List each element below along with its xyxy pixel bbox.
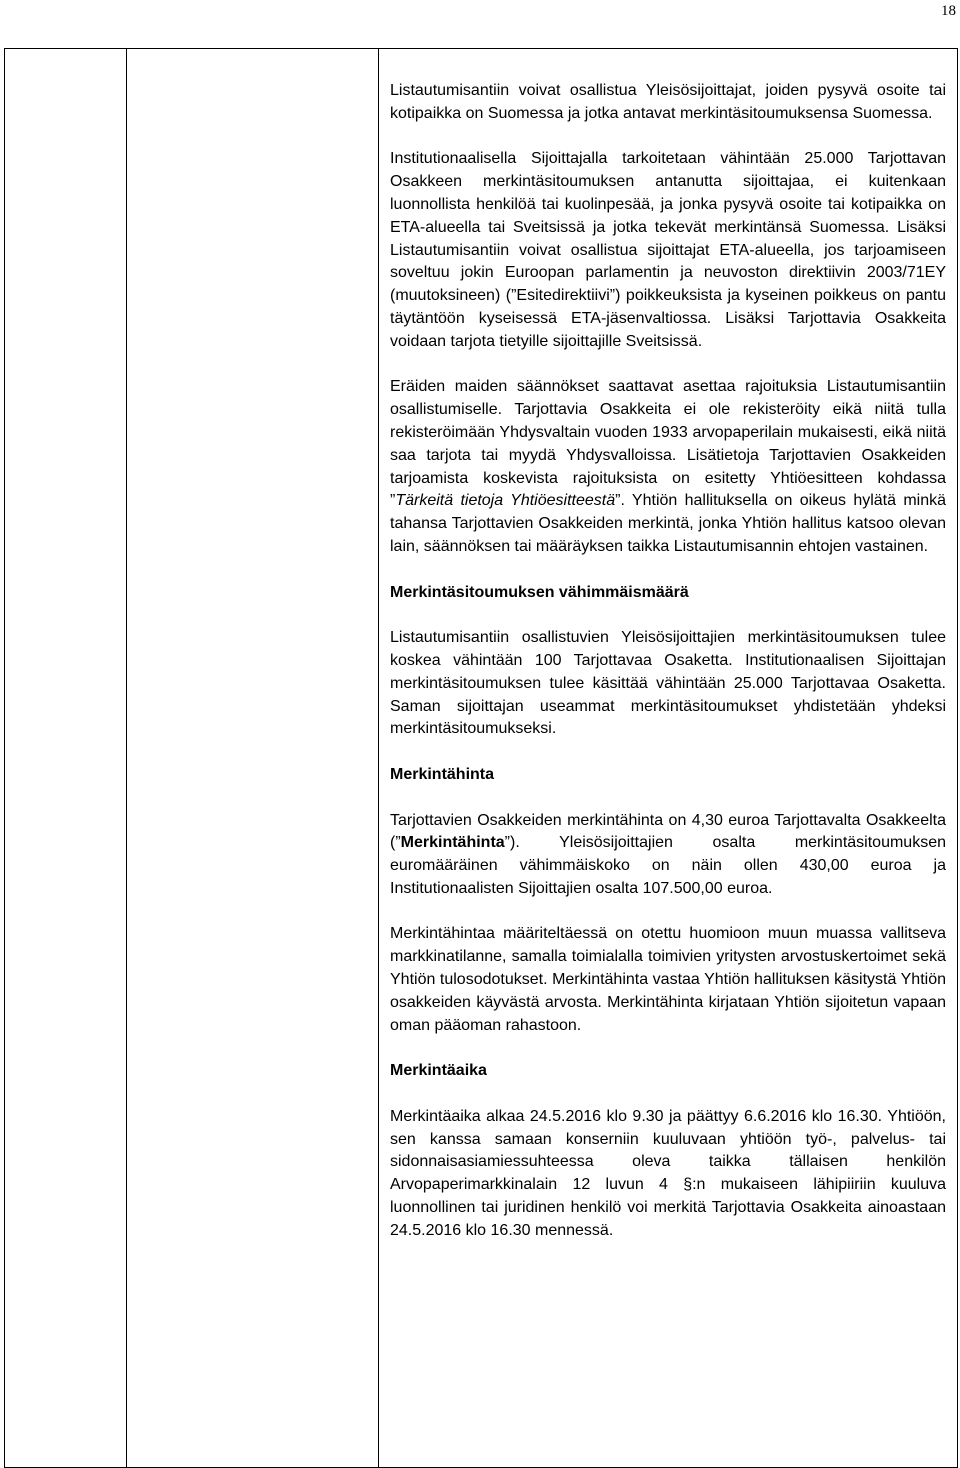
paragraph-text: ”). Yleisösijoittajien osalta merkintäsitoumuksen euromääräinen vähimmäiskoko on näin ollen 430,00 euroa ja Institutionaalisten Sijoittajien osalta 107.500,00 euroa. <box>390 834 946 897</box>
heading-minimum-subscription: Merkintäsitoumuksen vähimmäismäärä <box>390 583 689 601</box>
document-content <box>390 80 946 1243</box>
paragraph-text: ”. Yhtiön hallituksella on oikeus hylätä minkä tahansa Tarjottavien Osakkeiden merkintä, jonka Yhtiön hallitus katsoo olevan lain, säännöksen tai määräyksen taikka Listautumisannin ehtojen vastainen. <box>390 492 947 555</box>
heading-subscription-price: Merkintähinta <box>390 765 495 783</box>
paragraph-text: Tarjottavien Osakkeiden merkintähinta on 4,30 euroa Tarjottavalta Osakkeelta (” <box>390 811 946 852</box>
paragraph-minimum-subscription: Listautumisantiin osallistuvien Yleisösijoittajien merkintäsitoumuksen tulee koskea vähintään 100 Tarjottavaa Osaketta. Institutionaalisen Sijoittajan merkintäsitoumuksen tulee käsittää vähintään 25.000 Tarjottavaa Osaketta. Saman sijoittajan useammat merkintäsitoumukset yhdistetään yhdeksi merkintäsitoumukseksi. <box>390 629 946 738</box>
paragraph-price-determination: Merkintähintaa määriteltäessä on otettu huomioon muun muassa vallitseva markkinatilanne, samalla toimialalla toimivien yritysten arvostuskertoimet sekä Yhtiön tulosodotukset. Merkintähinta vastaa Yhtiön hallituksen käsitystä Yhtiön osakkeiden käyvästä arvosta. Merkintähinta kirjataan Yhtiön sijoitetun vapaan oman pääoman rahastoon. <box>390 925 946 1034</box>
table-column-divider <box>378 48 379 1468</box>
heading-subscription-period: Merkintäaika <box>390 1062 487 1080</box>
page-number: 18 <box>941 3 956 19</box>
paragraph-retail-investors: Listautumisantiin voivat osallistua Yleisösijoittajat, joiden pysyvä osoite tai kotipaikka on Suomessa ja jotka antavat merkintäsitoumuksensa Suomessa. <box>390 82 946 122</box>
paragraph-text: Eräiden maiden säännökset saattavat asettaa rajoituksia Listautumisantiin osallistumiselle. Tarjottavia Osakkeita ei ole rekisteröity eikä niitä tulla rekisteröimään Yhdysvaltain vuoden 1933 arvopaperilain mukaisesti, eikä niitä saa tarjota tai myydä Yhdysvalloissa. Lisätietoja Tarjottavien Osakkeiden tarjoamista koskevista rajoituksista on esitetty Yhtiöesitteen kohdassa ” <box>390 378 946 510</box>
paragraph-subscription-period: Merkintäaika alkaa 24.5.2016 klo 9.30 ja päättyy 6.6.2016 klo 16.30. Yhtiöön, sen kanssa samaan konserniin kuuluvaan yhtiöön työ-, palvelus- tai sidonnaisasiamiessuhteessa oleva taikka tällaisen henkilön Arvopaperimarkkinalain 12 luvun 4 §:n mukaiseen lähipiiriin kuuluva luonnollinen tai juridinen henkilö voi merkitä Tarjottavia Osakkeita ainoastaan 24.5.2016 klo 16.30 mennessä. <box>390 1107 946 1239</box>
paragraph-institutional-investors: Institutionaalisella Sijoittajalla tarkoitetaan vähintään 25.000 Tarjottavan Osakkeen merkintäsitoumuksen antanutta sijoittajaa, ei kuitenkaan luonnollista henkilöä tai kuolinpesää, ja jonka pysyvä osoite tai kotipaikka on ETA-alueella tai Sveitsissä ja jotka tekevät merkintänsä Suomessa. Lisäksi Listautumisantiin voivat osallistua sijoittajat ETA-alueella, jos tarjoamiseen soveltuu jokin Euroopan parlamentin ja neuvoston direktiivin 2003/71EY (muutoksineen) (”Esitedirektiivi”) poikkeuksista ja kyseinen poikkeus on pantu täytäntöön kyseisessä ETA-jäsenvaltiossa. Lisäksi Tarjottavia Osakkeita voidaan tarjota tietyille sijoittajille Sveitsissä. <box>390 150 946 350</box>
table-column-divider <box>126 48 127 1468</box>
defined-term: Merkintähinta <box>400 834 505 852</box>
paragraph-restrictions <box>390 376 946 558</box>
italic-reference: Tärkeitä tietoja Yhtiöesitteestä <box>395 492 616 510</box>
paragraph-subscription-price <box>390 810 946 901</box>
